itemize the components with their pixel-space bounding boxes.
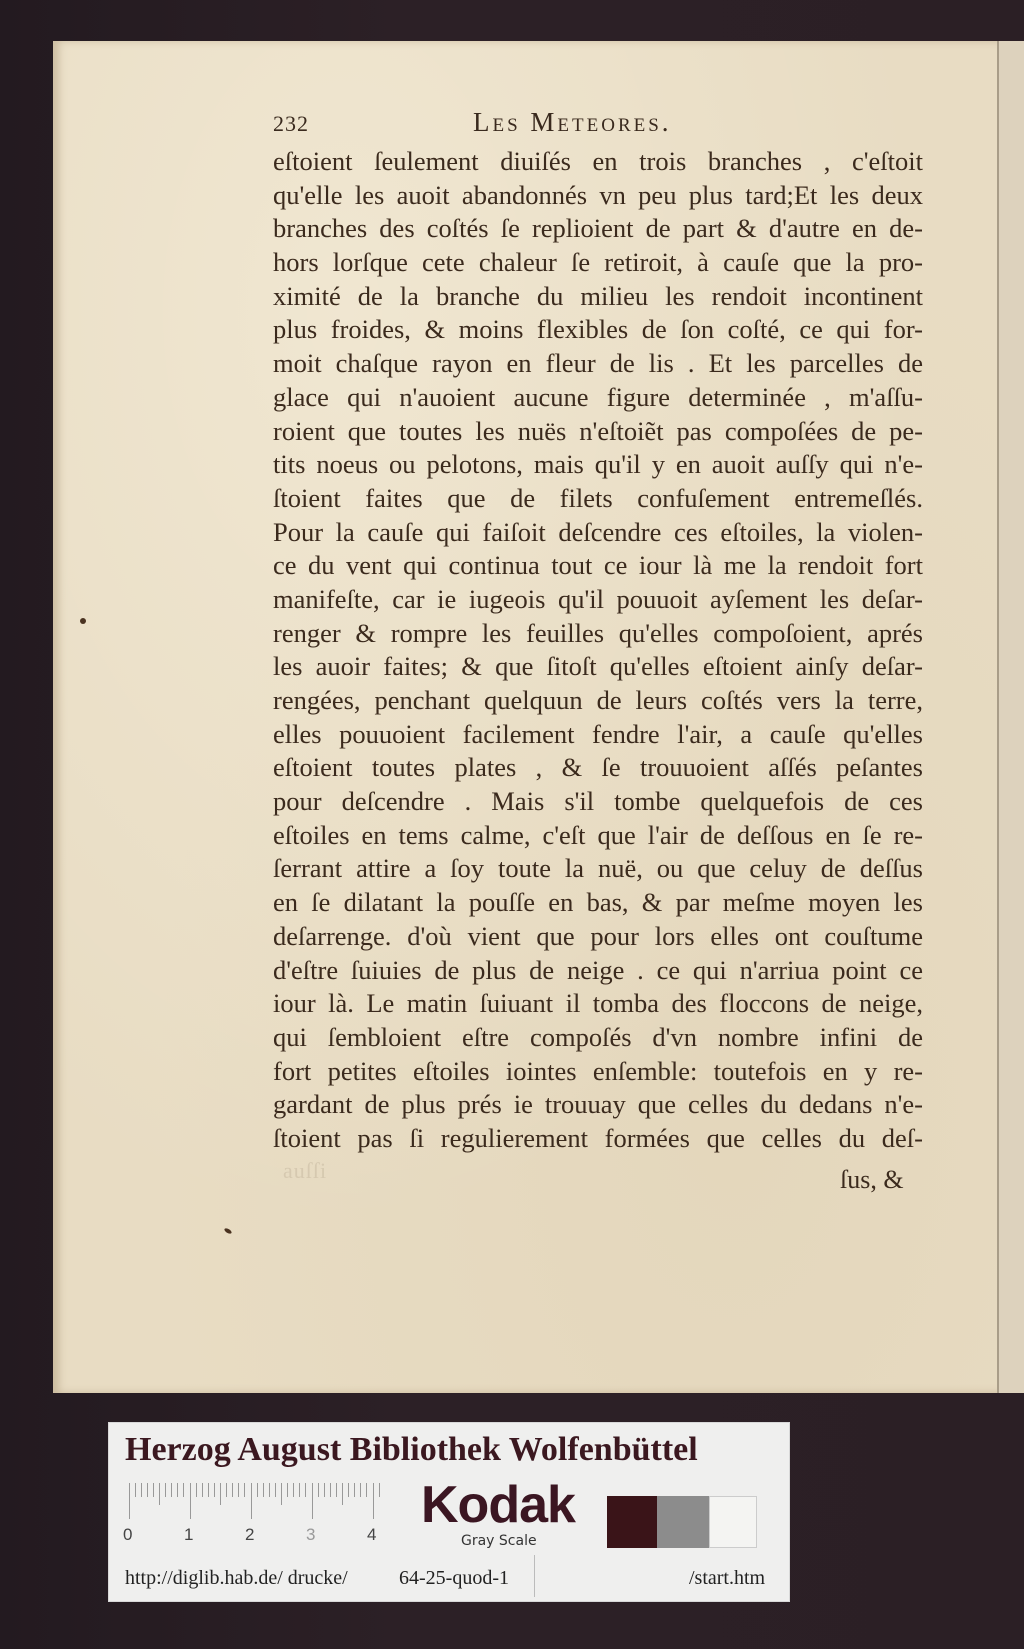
text-line: hors lorſque cete chaleur ſe retiroit, à cauſe que la pro- — [273, 247, 923, 278]
text-line: tits noeus ou pelotons, mais qu'il y en auoit auſſy qui n'e- — [273, 449, 923, 480]
text-line: les auoir faites; & que ſitoſt qu'elles eſtoient ainſy deſar- — [273, 651, 923, 682]
text-line: plus froides, & moins flexibles de ſon coſté, ce qui for- — [273, 314, 923, 345]
text-line: ximité de la branche du milieu les rendoit incontinent — [273, 280, 923, 311]
ruler-number: 0 — [123, 1525, 133, 1544]
text-line: roient que toutes les nuës n'eſtoiẽt pas compoſées de pe- — [273, 415, 923, 446]
text-line: rengées, penchant quelquun de leurs coſtés vers la terre, — [273, 685, 923, 715]
text-line: elles pouuoient facilement fendre l'air, a cauſe qu'elles — [273, 718, 923, 749]
text-line: moit chaſque rayon en fleur de lis . Et les parcelles de — [273, 348, 923, 379]
gray-scale-label: Gray Scale — [461, 1533, 537, 1549]
text-line: eſtoient ſeulement diuiſés en trois branches , c'eſtoit — [273, 146, 923, 176]
ink-speck — [80, 618, 86, 624]
text-line: Pour la cauſe qui faiſoit deſcendre ces eſtoiles, la violen- — [273, 516, 923, 547]
text-line: qu'elle les auoit abandonnés vn peu plus tard;Et les deux — [273, 179, 923, 210]
text-line: en ſe dilatant la pouſſe en bas, & par meſme moyen les — [273, 887, 923, 918]
catchword: ſus, & — [840, 1165, 904, 1194]
ruler-number: 1 — [184, 1525, 194, 1544]
text-line: ſerrant attire a ſoy toute la nuë, ou que celuy de deſſus — [273, 853, 923, 884]
text-line: ſtoient pas ſi regulierement formées que celles du deſ- — [273, 1122, 923, 1153]
page-header — [273, 109, 923, 141]
library-scan-label — [108, 1422, 790, 1602]
facing-page-edge — [999, 41, 1024, 1393]
ruler-number: 2 — [245, 1525, 255, 1544]
ruler-numbers — [123, 1525, 423, 1545]
color-patch-gray — [657, 1496, 709, 1548]
text-line: eſtoient toutes plates , & ſe trouuoient aſſés peſantes — [273, 752, 923, 783]
bleed-through-text: auſſi — [283, 1158, 328, 1183]
text-line: eſtoiles en tems calme, c'eſt que l'air de deſſous en ſe re- — [273, 819, 923, 850]
ruler-number: 4 — [367, 1525, 377, 1544]
library-name: Herzog August Bibliothek Wolfenbüttel — [125, 1431, 698, 1468]
running-title: Les Meteores. — [473, 107, 672, 137]
text-line: ce du vent qui continua tout ce iour là me la rendoit fort — [273, 550, 923, 581]
text-line: renger & rompre les feuilles qu'elles compoſoient, aprés — [273, 617, 923, 648]
text-line: gardant de plus prés ie trouuay que celles du dedans n'e- — [273, 1089, 923, 1120]
url-suffix: /start.htm — [689, 1567, 766, 1589]
color-patch-dark — [607, 1496, 657, 1548]
ruler-number: 3 — [306, 1525, 316, 1544]
text-line: glace qui n'auoient aucune figure determinée , m'aſſu- — [273, 381, 923, 412]
kodak-logo: Kodak — [421, 1476, 575, 1534]
shelfmark: 64-25-quod-1 — [399, 1567, 509, 1589]
text-line: branches des coſtés ſe replioient de part & d'autre en de- — [273, 213, 923, 244]
text-line: d'eſtre ſuiuies de plus de neige . ce qui n'arriua point ce — [273, 954, 923, 985]
digital-library-url: http://diglib.hab.de/ drucke/ — [125, 1567, 348, 1589]
text-line: ſtoient faites que de filets confuſement entremeſlés. — [273, 482, 923, 513]
text-line: iour là. Le matin ſuiuant il tomba des floccons de neige, — [273, 988, 923, 1019]
divider — [534, 1555, 535, 1597]
measurement-ruler — [129, 1483, 384, 1519]
text-line: deſarrenge. d'où vient que pour lors elles ont couſtume — [273, 920, 923, 951]
page-number: 232 — [273, 111, 309, 136]
text-line: manifeſte, car ie iugeois qu'il pouuoit ayſement les deſar- — [273, 583, 923, 614]
color-patch-white — [709, 1496, 757, 1548]
page-gutter — [997, 41, 999, 1393]
text-line: pour deſcendre . Mais s'il tombe quelquefois de ces — [273, 786, 923, 817]
text-line: qui ſembloient eſtre compoſés d'vn nombre infini de — [273, 1021, 923, 1052]
text-line: fort petites eſtoiles iointes enſemble: toutefois en y re- — [273, 1055, 923, 1086]
body-text — [273, 145, 923, 1156]
